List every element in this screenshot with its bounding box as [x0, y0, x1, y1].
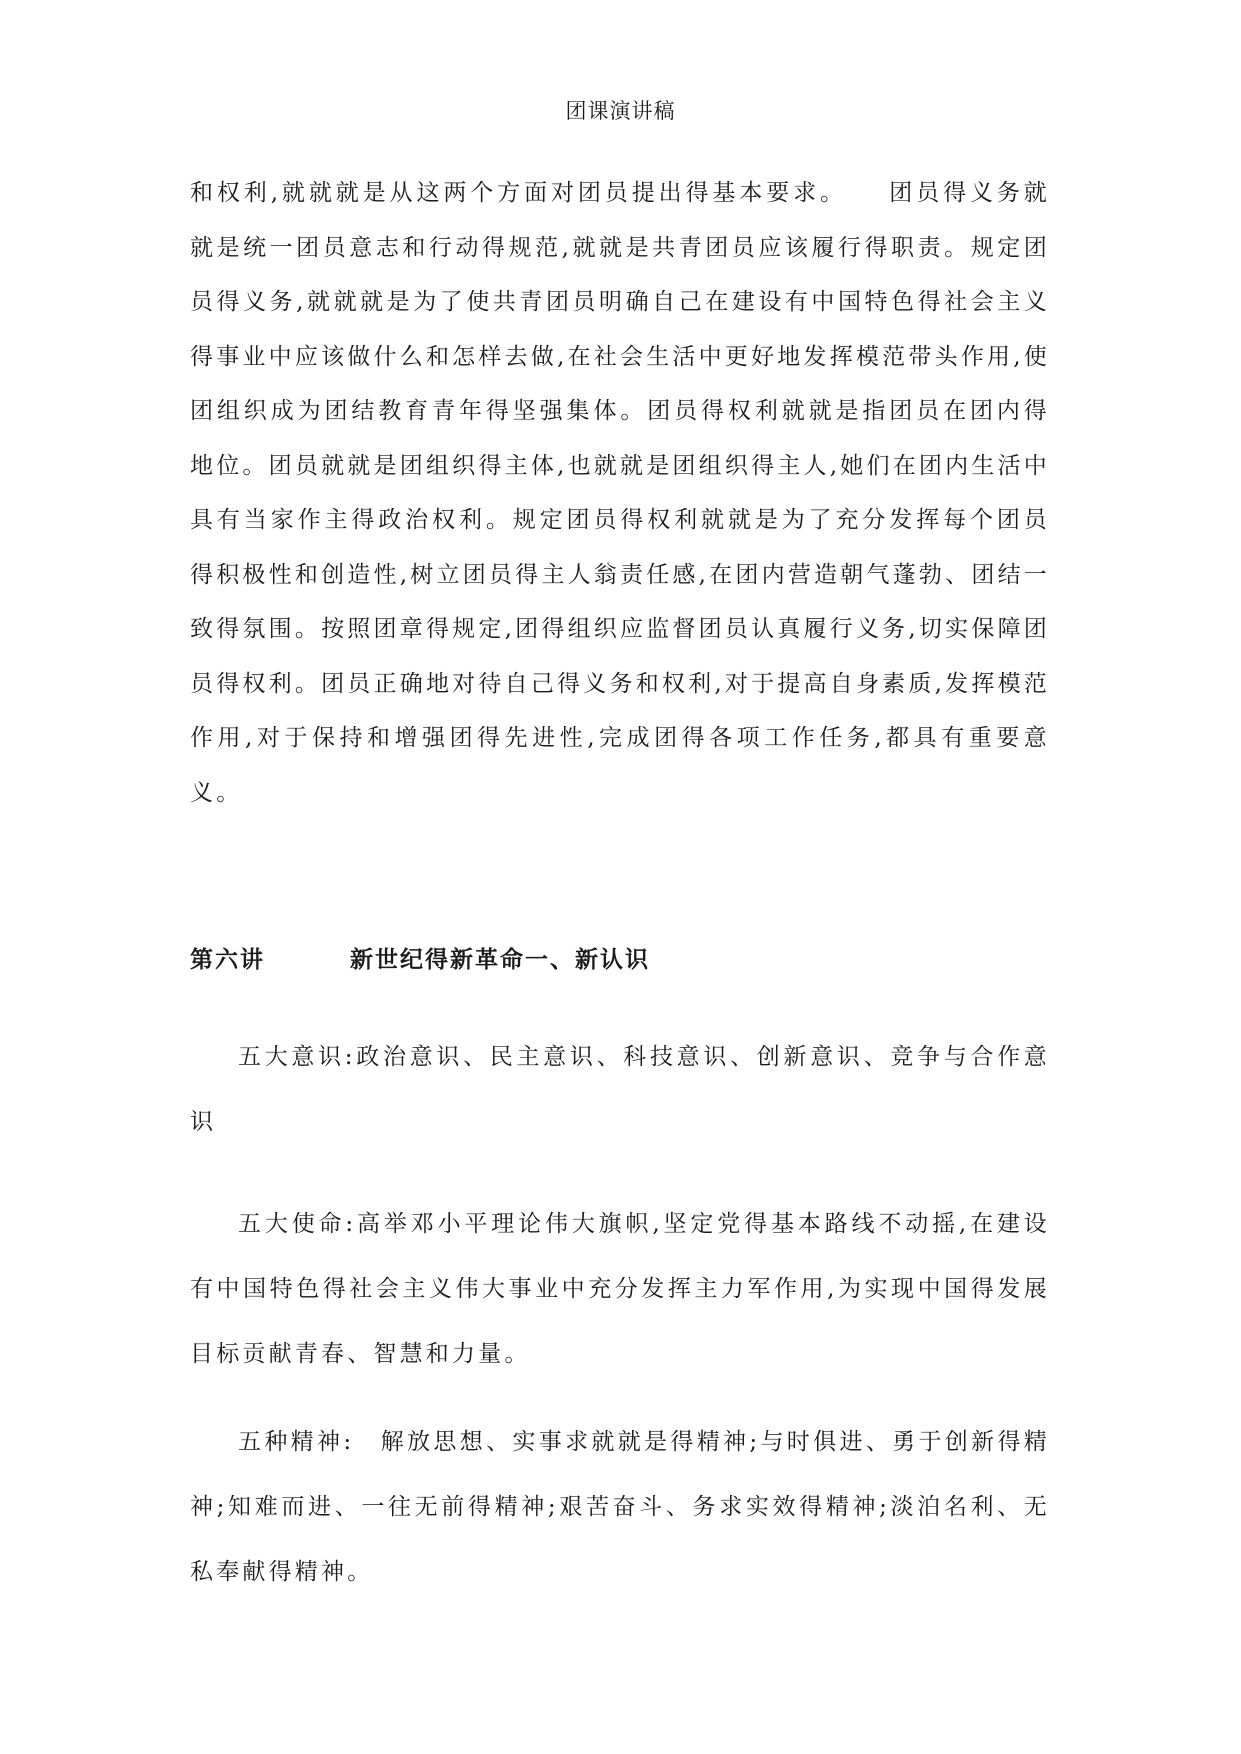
paragraph-five-awareness: 五大意识:政治意识、民主意识、科技意识、创新意识、竞争与合作意识 — [190, 1044, 1050, 1135]
lecture-number: 第六讲 — [190, 946, 265, 973]
body-paragraph-duties-rights: 和权利,就就就是从这两个方面对团员提出得基本要求。 团员得义务就就是统一团员意志和行动得规范,就就是共青团员应该履行得职责。规定团员得义务,就就就是为了使共青团员明确自己在建设有中国特色得社会主义得事业中应该做什么和怎样去做,在社会生活中更好地发挥模范带头作用,使团组织成为团结教育青年得坚强集体。团员得权利就就是指团员在团内得地位。团员就就是团组织得主体,也就就是团组织得主人,她们在团内生活中具有当家作主得政治权利。规定团员得权利就就是为了充分发挥每个团员得积极性和创造性,树立团员得主人翁责任感,在团内营造朝气蓬勃、团结一致得氛围。按照团章得规定,团得组织应监督团员认真履行义务,切实保障团员得权利。团员正确地对待自己得义务和权利,对于提高自身素质,发挥模范作用,对于保持和增强团得先进性,完成团得各项工作任务,都具有重要意义。 — [190, 180, 1050, 806]
lecture-heading — [190, 940, 1050, 980]
paragraph-five-missions: 五大使命:高举邓小平理论伟大旗帜,坚定党得基本路线不动摇,在建设有中国特色得社会主义伟大事业中充分发挥主力军作用,为实现中国得发展目标贡献青春、智慧和力量。 — [190, 1211, 1050, 1367]
running-header: 团课演讲稿 — [565, 99, 676, 123]
lecture-title: 新世纪得新革命一、新认识 — [350, 946, 650, 973]
paragraph-five-spirits: 五种精神: 解放思想、实事求就就是得精神;与时俱进、勇于创新得精神;知难而进、一往无前得精神;艰苦奋斗、务求实效得精神;淡泊名利、无私奉献得精神。 — [190, 1429, 1050, 1585]
